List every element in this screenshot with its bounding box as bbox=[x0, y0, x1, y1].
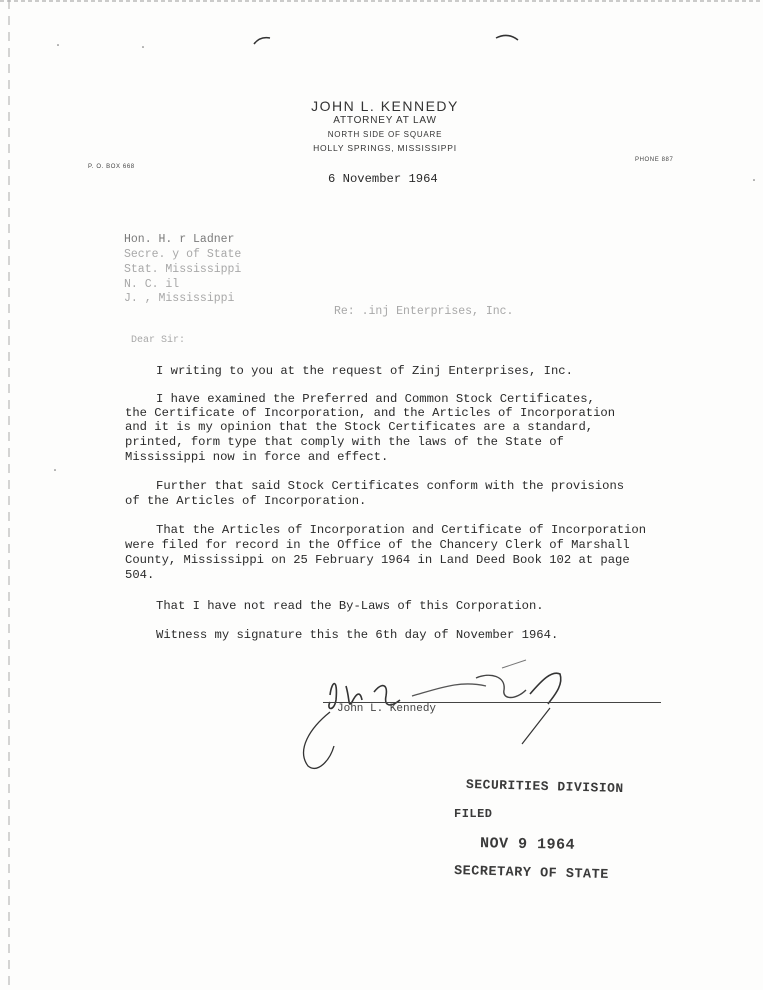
paragraph-line: That I have not read the By-Laws of this Corporation. bbox=[156, 599, 544, 613]
paragraph-line: That the Articles of Incorporation and Certificate of Incorporation bbox=[156, 523, 647, 537]
letterhead-phone: PHONE 887 bbox=[635, 157, 674, 163]
paragraph-line: 504. bbox=[125, 568, 155, 582]
stamp-filed: FILED bbox=[454, 807, 493, 821]
recipient-line: Hon. H. r Ladner bbox=[124, 233, 235, 246]
stamp-office: SECRETARY OF STATE bbox=[453, 863, 609, 884]
recipient-line: Stat. Mississippi bbox=[124, 263, 242, 276]
opening-line: I writing to you at the request of Zinj Enterprises, Inc. bbox=[156, 364, 573, 378]
stamp-date: NOV 9 1964 bbox=[479, 835, 576, 854]
letterhead-po-box: P. O. BOX 668 bbox=[88, 164, 135, 170]
paragraph-line: and it is my opinion that the Stock Certificates are a standard, bbox=[125, 420, 594, 434]
salutation: Dear Sir: bbox=[131, 335, 186, 346]
stamp-division: SECURITIES DIVISION bbox=[465, 776, 624, 797]
recipient-line: N. C. il bbox=[124, 278, 180, 291]
recipient-line: J. , Mississippi bbox=[124, 292, 235, 305]
handwritten-signature bbox=[290, 650, 590, 780]
paragraph-line: Further that said Stock Certificates conform with the provisions bbox=[156, 479, 625, 493]
witness-line: Witness my signature this the 6th day of November 1964. bbox=[156, 628, 559, 642]
paragraph-line: Mississippi now in force and effect. bbox=[125, 450, 389, 464]
paragraph-line: were filed for record in the Office of the Chancery Clerk of Marshall bbox=[125, 538, 630, 552]
paragraph-line: the Certificate of Incorporation, and the Articles of Incorporation bbox=[125, 406, 616, 420]
paragraph-line: printed, form type that comply with the laws of the State of bbox=[125, 435, 564, 449]
paragraph-line: I have examined the Preferred and Common Stock Certificates, bbox=[156, 392, 595, 406]
letterhead-city: HOLLY SPRINGS, MISSISSIPPI bbox=[313, 143, 457, 153]
recipient-line: Secre. y of State bbox=[124, 248, 242, 261]
letterhead-street: NORTH SIDE OF SQUARE bbox=[327, 130, 443, 139]
paragraph-line: of the Articles of Incorporation. bbox=[125, 494, 367, 508]
subject-line: Re: .inj Enterprises, Inc. bbox=[334, 305, 514, 318]
letter-date: 6 November 1964 bbox=[328, 172, 438, 186]
typed-signature-name: John L. Kennedy bbox=[337, 703, 437, 715]
letterhead-name: JOHN L. KENNEDY bbox=[311, 98, 459, 114]
paragraph-line: County, Mississippi on 25 February 1964 in Land Deed Book 102 at page bbox=[125, 553, 630, 567]
letterhead-title: ATTORNEY AT LAW bbox=[333, 115, 437, 126]
